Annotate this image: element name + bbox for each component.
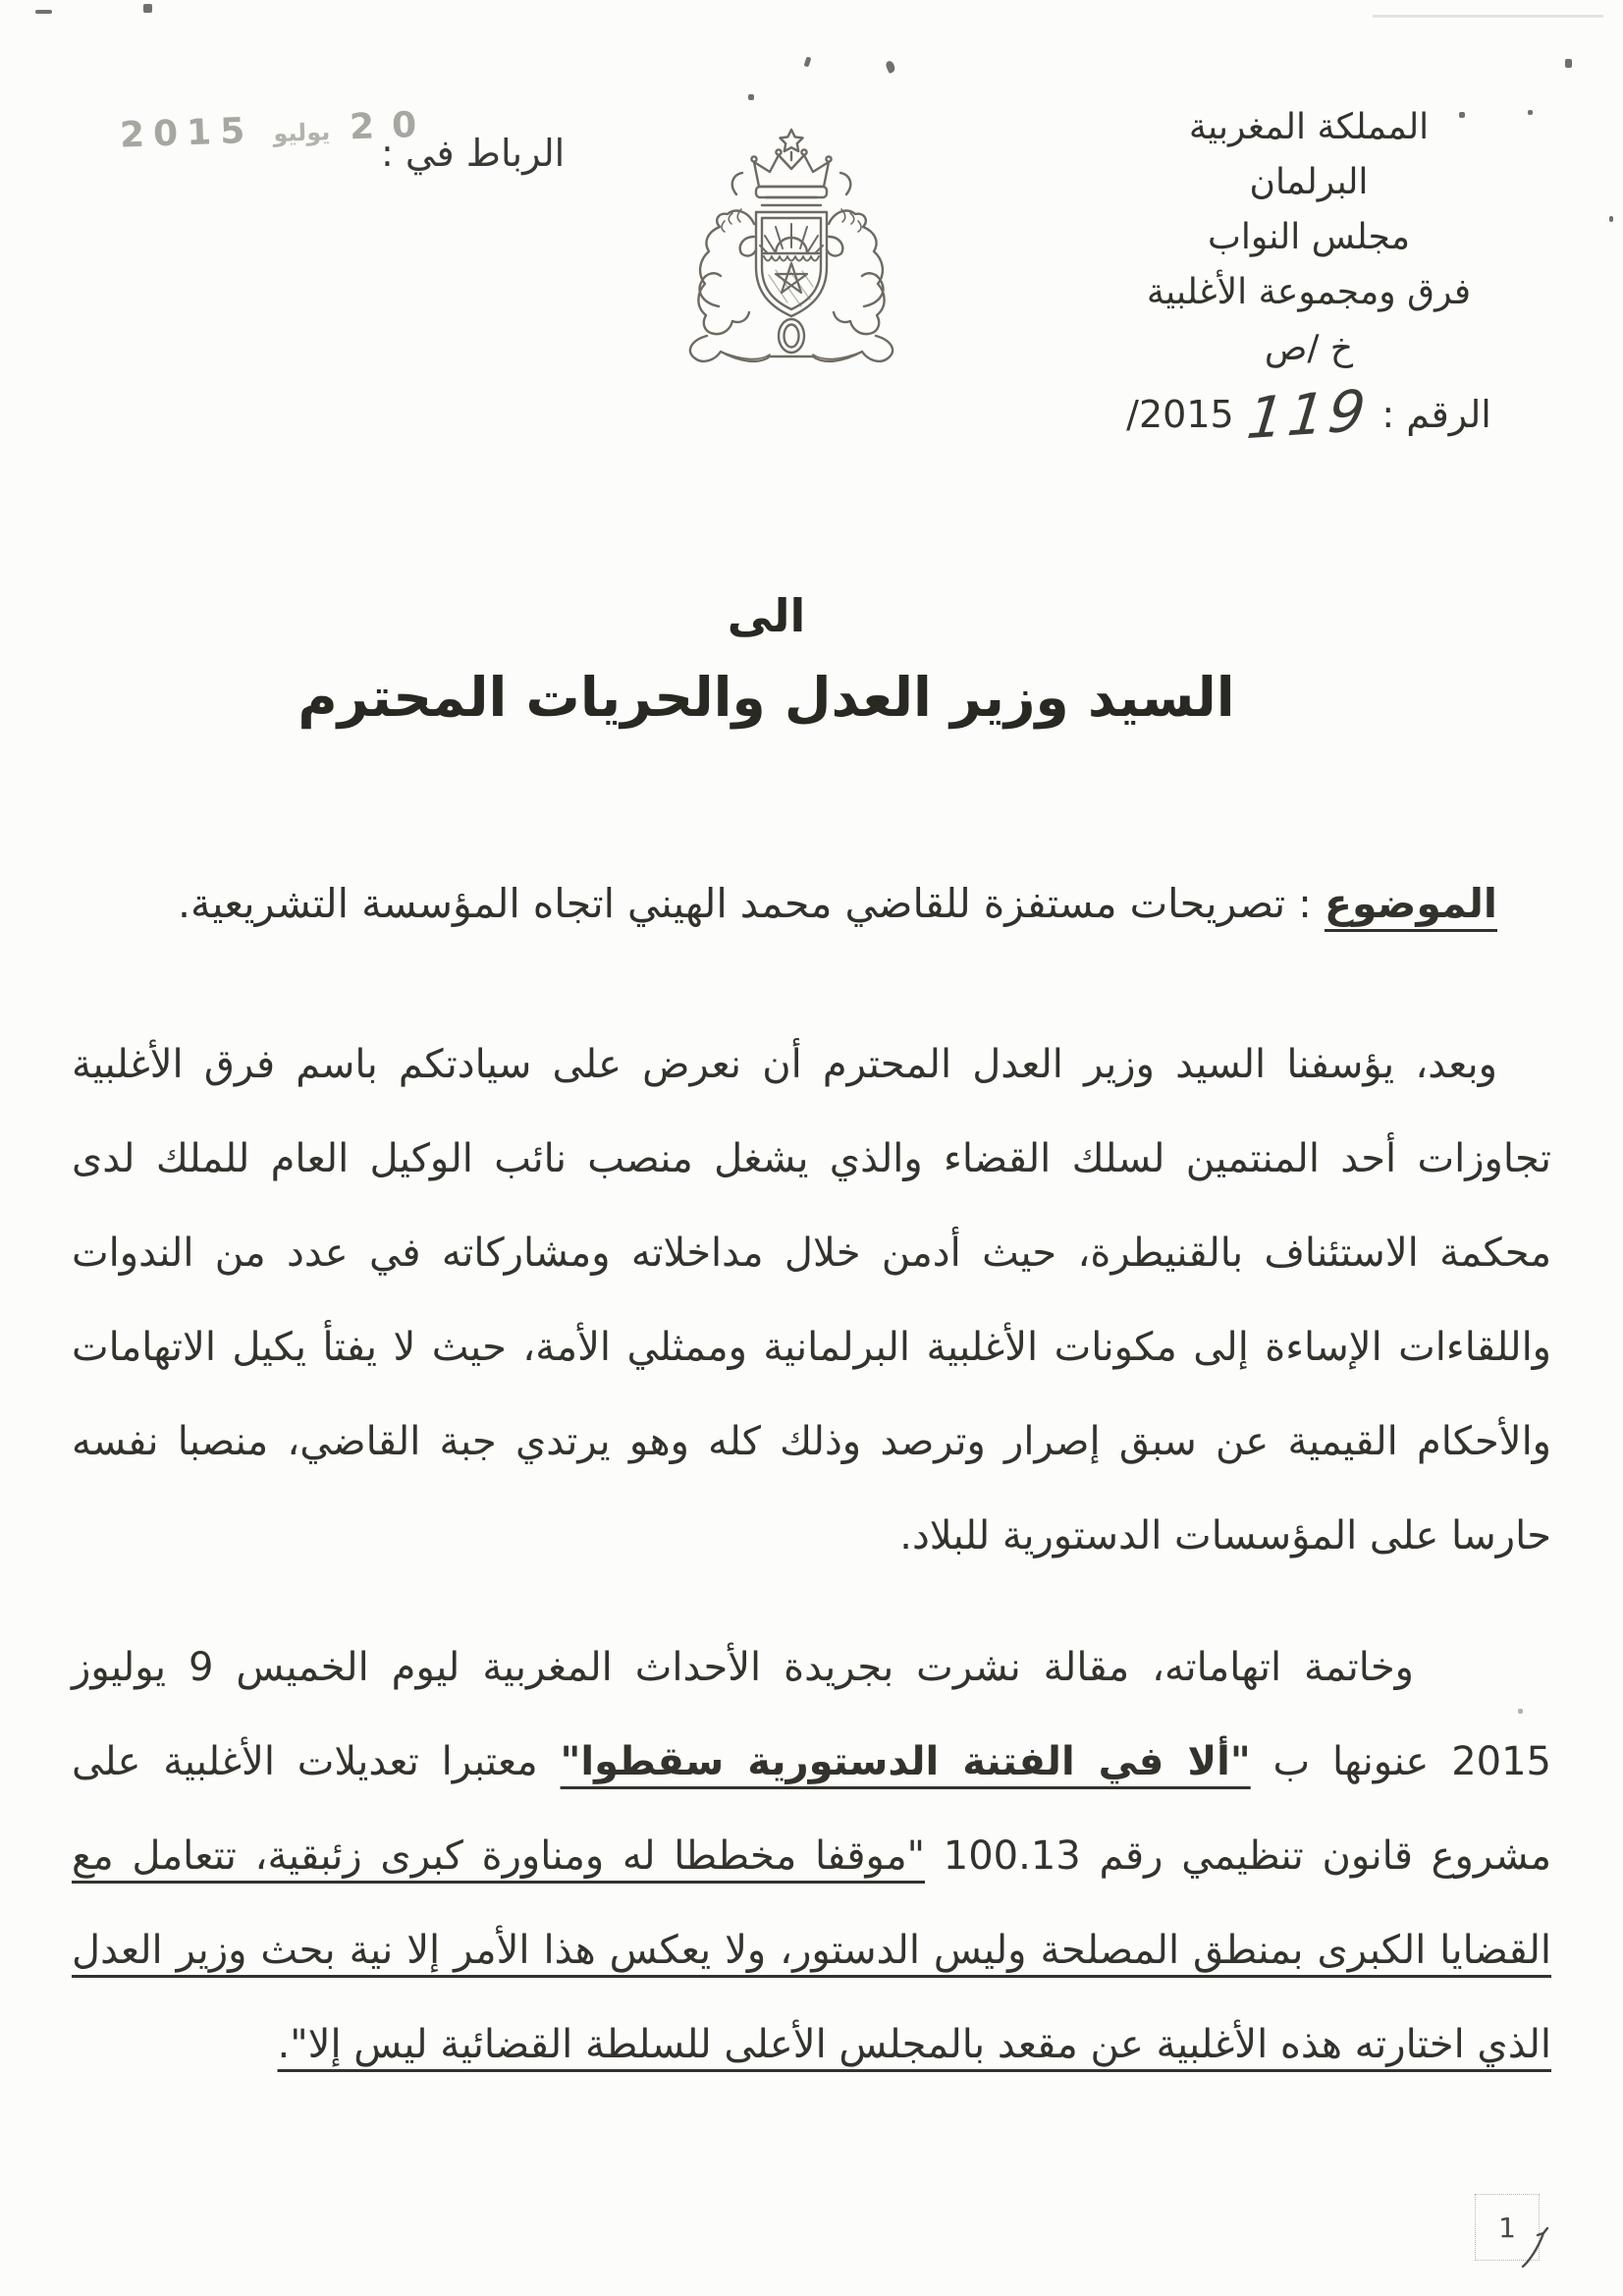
p2-middle: معتبرا تعديلات الأغلبية على مشروع قانون تنظيمي رقم 100.13 bbox=[72, 1739, 1552, 1879]
body-paragraph-1: وبعد، يؤسفنا السيد وزير العدل المحترم أن نعرض على سيادتكم باسم فرق الأغلبية تجاوزات أحد المنتمين لسلك القضاء والذي يشغل منصب نائب الوكيل العام للملك لدى محكمة الاستئناف بالقنيطرة، حيث أدمن خلال مداخلاته ومشاركاته في عدد من الندوات واللقاءات الإساءة إلى مكونات الأغلبية البرلمانية وممثلي الأمة، حيث لا يفتأ يكيل الاتهامات والأحكام القيمية عن سبق إصرار وترصد وذلك كله وهو يرتدي جبة القاضي، منصبا نفسه حارسا على المؤسسات الدستورية للبلاد. bbox=[72, 1042, 1551, 1558]
subject-text: تصريحات مستفزة للقاضي محمد الهيني اتجاه المؤسسة التشريعية. bbox=[178, 880, 1286, 927]
org-line-house: مجلس النواب bbox=[1207, 217, 1411, 258]
org-line-ref-code: خ /ص bbox=[1264, 327, 1354, 368]
scan-streak bbox=[1373, 15, 1603, 18]
subject-label: الموضوع bbox=[1325, 880, 1497, 927]
org-line-majority-groups: فرق ومجموعة الأغلبية bbox=[1146, 272, 1472, 313]
address-recipient: السيد وزير العدل والحريات المحترم bbox=[298, 666, 1235, 729]
p2-intro: وخاتمة اتهاماته، مقالة نشرت بجريدة الأحداث المغربية ليوم الخميس 9 يوليوز 2015 عنونها ب bbox=[72, 1645, 1551, 1784]
stamp-year: 2015 bbox=[119, 110, 254, 156]
pen-checkmark bbox=[1517, 2221, 1556, 2270]
letter-body bbox=[72, 1017, 1551, 2092]
stamp-month: يوليو bbox=[272, 118, 331, 148]
scan-speck bbox=[748, 94, 754, 100]
scan-speck bbox=[1609, 216, 1613, 222]
reference-number-line bbox=[1112, 377, 1505, 453]
subject-separator: : bbox=[1285, 880, 1325, 927]
scan-speck bbox=[804, 56, 812, 67]
body-paragraph-2 bbox=[72, 1620, 1551, 2092]
moroccan-coat-of-arms-icon bbox=[674, 126, 909, 373]
ref-number-handwritten: 119 bbox=[1243, 377, 1373, 453]
place-date-label: الرباط في : bbox=[381, 132, 566, 175]
address-to: الى bbox=[727, 589, 806, 642]
stamp-day: 20 bbox=[349, 104, 435, 148]
scan-speck bbox=[1528, 110, 1533, 115]
scan-speck bbox=[143, 4, 152, 13]
page-number: 1 bbox=[1498, 2211, 1516, 2244]
scan-speck bbox=[885, 60, 896, 74]
p2-article-title-quote: "ألا في الفتنة الدستورية سقطوا" bbox=[560, 1739, 1251, 1784]
org-line-parliament: البرلمان bbox=[1249, 162, 1369, 203]
ref-year: /2015 bbox=[1126, 392, 1234, 436]
org-line-kingdom: المملكة المغربية bbox=[1188, 107, 1430, 147]
scan-speck bbox=[1565, 59, 1572, 68]
ref-label: الرقم : bbox=[1381, 392, 1491, 436]
subject-line bbox=[147, 880, 1497, 927]
p2-long-quote: "موقفا مخططا له ومناورة كبرى زئبقية، تتعامل مع القضايا الكبرى بمنطق المصلحة وليس الدستور، ولا يعكس هذا الأمر إلا نية بحث وزير العدل الذي اختارته هذه الأغلبية عن مقعد بالمجلس الأعلى للسلطة القضائية ليس إلا". bbox=[72, 1833, 1551, 2067]
letterhead-org-block bbox=[1112, 100, 1505, 453]
scan-speck bbox=[35, 10, 52, 14]
